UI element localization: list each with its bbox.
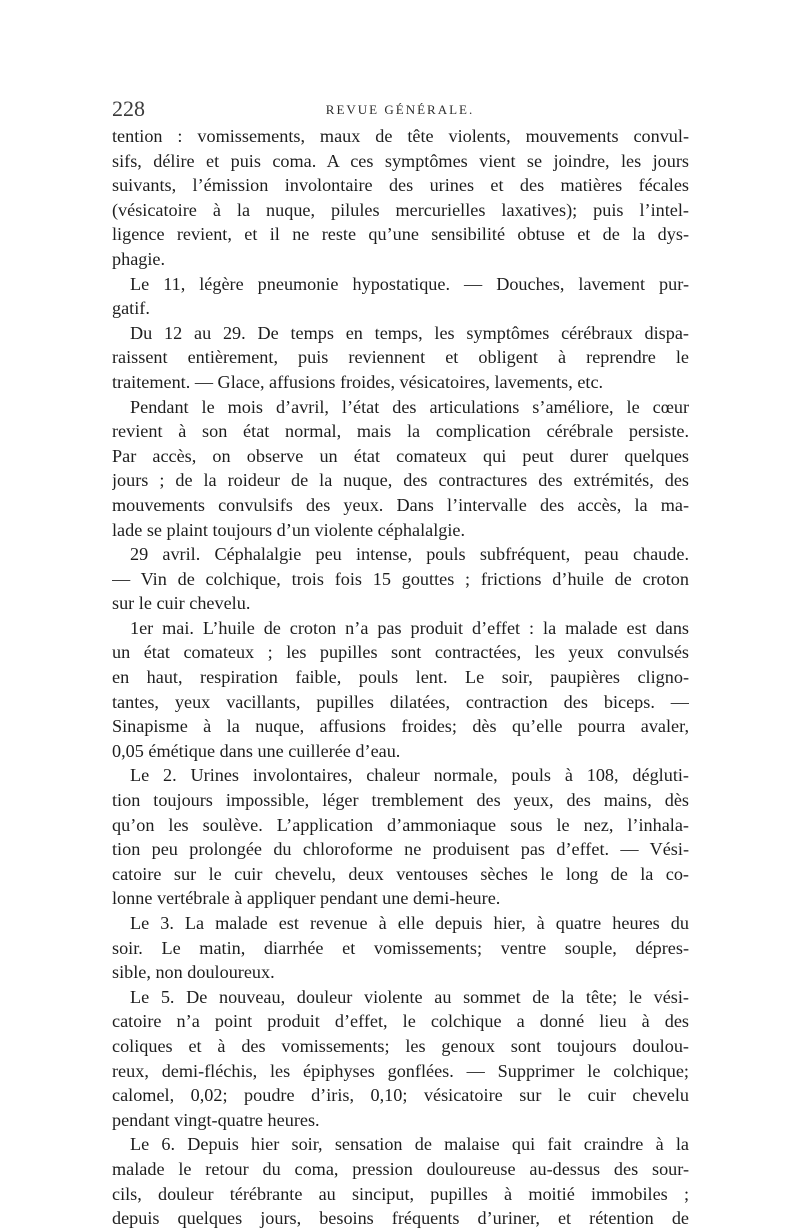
text-line: tion toujours impossible, léger tremblement des yeux, des mains, dès xyxy=(112,790,689,811)
text-line: lade se plaint toujours d’un violente céphalalgie. xyxy=(112,519,466,540)
text-line: 1er mai. L’huile de croton n’a pas produit d’effet : la malade est dans xyxy=(130,617,689,638)
text-line: catoire sur le cuir chevelu, deux ventouses sèches le long de la co- xyxy=(112,863,689,884)
text-line: cils, douleur térébrante au sinciput, pupilles à moitié immobiles ; xyxy=(112,1183,689,1204)
text-line: Le 6. Depuis hier soir, sensation de malaise qui fait craindre à la xyxy=(130,1134,689,1155)
text-line: (vésicatoire à la nuque, pilules mercurielles laxatives); puis l’intel- xyxy=(112,199,689,220)
text-line: catoire n’a point produit d’effet, le colchique a donné lieu à des xyxy=(112,1011,689,1032)
text-line: sifs, délire et puis coma. A ces symptômes vient se joindre, les jours xyxy=(112,150,689,171)
text-line: un état comateux ; les pupilles sont contractées, les yeux convulsés xyxy=(112,642,689,663)
text-line: qu’on les soulève. L’application d’ammoniaque sous le nez, l’inhala- xyxy=(112,814,689,835)
text-line: Le 3. La malade est revenue à elle depuis hier, à quatre heures du xyxy=(130,913,689,933)
page-header xyxy=(112,96,688,124)
text-line: Par accès, on observe un état comateux qui peut durer quelques xyxy=(112,445,689,466)
text-line: sible, non douloureux. xyxy=(112,962,275,983)
text-line: en haut, respiration faible, pouls lent. Le soir, paupières cligno- xyxy=(112,667,689,688)
text-line: tantes, yeux vacillants, pupilles dilatées, contraction des biceps. — xyxy=(112,691,689,712)
text-line: mouvements convulsifs des yeux. Dans l’intervalle des accès, la ma- xyxy=(112,494,689,515)
text-line: gatif. xyxy=(112,298,150,319)
text-line: Du 12 au 29. De temps en temps, les symptômes cérébraux dispa- xyxy=(130,322,689,343)
text-line: Sinapisme à la nuque, affusions froides; dès qu’elle pourra avaler, xyxy=(112,716,689,737)
text-line: sur le cuir chevelu. xyxy=(112,593,251,614)
text-line: jours ; de la roideur de la nuque, des contractures des extrémités, des xyxy=(112,470,689,491)
text-line: reux, demi-fléchis, les épiphyses gonflées. — Supprimer le colchique; xyxy=(112,1060,689,1081)
text-line: 0,05 émétique dans une cuillerée d’eau. xyxy=(112,740,401,761)
text-line: revient à son état normal, mais la complication cérébrale persiste. xyxy=(112,421,689,442)
text-line: lonne vertébrale à appliquer pendant une demi-heure. xyxy=(112,888,501,909)
text-line: pendant vingt-quatre heures. xyxy=(112,1109,320,1130)
text-line: soir. Le matin, diarrhée et vomissements; ventre souple, dépres- xyxy=(112,937,689,958)
text-line: Le 2. Urines involontaires, chaleur normale, pouls à 108, dégluti- xyxy=(130,765,689,786)
text-line: Pendant le mois d’avril, l’état des articulations s’améliore, le cœur xyxy=(130,396,689,417)
text-line: suivants, l’émission involontaire des urines et des matières fécales xyxy=(112,175,689,196)
text-line: tion peu prolongée du chloroforme ne produisent pas d’effet. — Vési- xyxy=(112,839,689,860)
text-line: depuis quelques jours, besoins fréquents d’uriner, et rétention de xyxy=(112,1208,689,1229)
page-number: 228 xyxy=(112,96,145,121)
text-line: malade le retour du coma, pression douloureuse au-dessus des sour- xyxy=(112,1158,689,1179)
text-line: phagie. xyxy=(112,248,166,269)
text-line: raissent entièrement, puis reviennent et obligent à reprendre le xyxy=(112,347,689,368)
text-line: tention : vomissements, maux de tête violents, mouvements convul- xyxy=(112,126,689,146)
text-line: traitement. — Glace, affusions froides, vésicatoires, lavements, etc. xyxy=(112,371,604,392)
text-line: ligence revient, et il ne reste qu’une sensibilité obtuse et de la dys- xyxy=(112,224,689,245)
text-line: — Vin de colchique, trois fois 15 gouttes ; frictions d’huile de croton xyxy=(112,568,689,589)
text-line: 29 avril. Céphalalgie peu intense, pouls subfréquent, peau chaude. xyxy=(130,544,689,565)
body-text xyxy=(112,124,689,1231)
text-line: Le 5. De nouveau, douleur violente au sommet de la tête; le vési- xyxy=(130,986,689,1007)
running-head: REVUE GÉNÉRALE. xyxy=(325,102,475,117)
text-line: calomel, 0,02; poudre d’iris, 0,10; vésicatoire sur le cuir chevelu xyxy=(112,1085,689,1106)
text-line: Le 11, légère pneumonie hypostatique. — Douches, lavement pur- xyxy=(130,273,689,294)
text-line: coliques et à des vomissements; les genoux sont toujours doulou- xyxy=(112,1035,689,1056)
